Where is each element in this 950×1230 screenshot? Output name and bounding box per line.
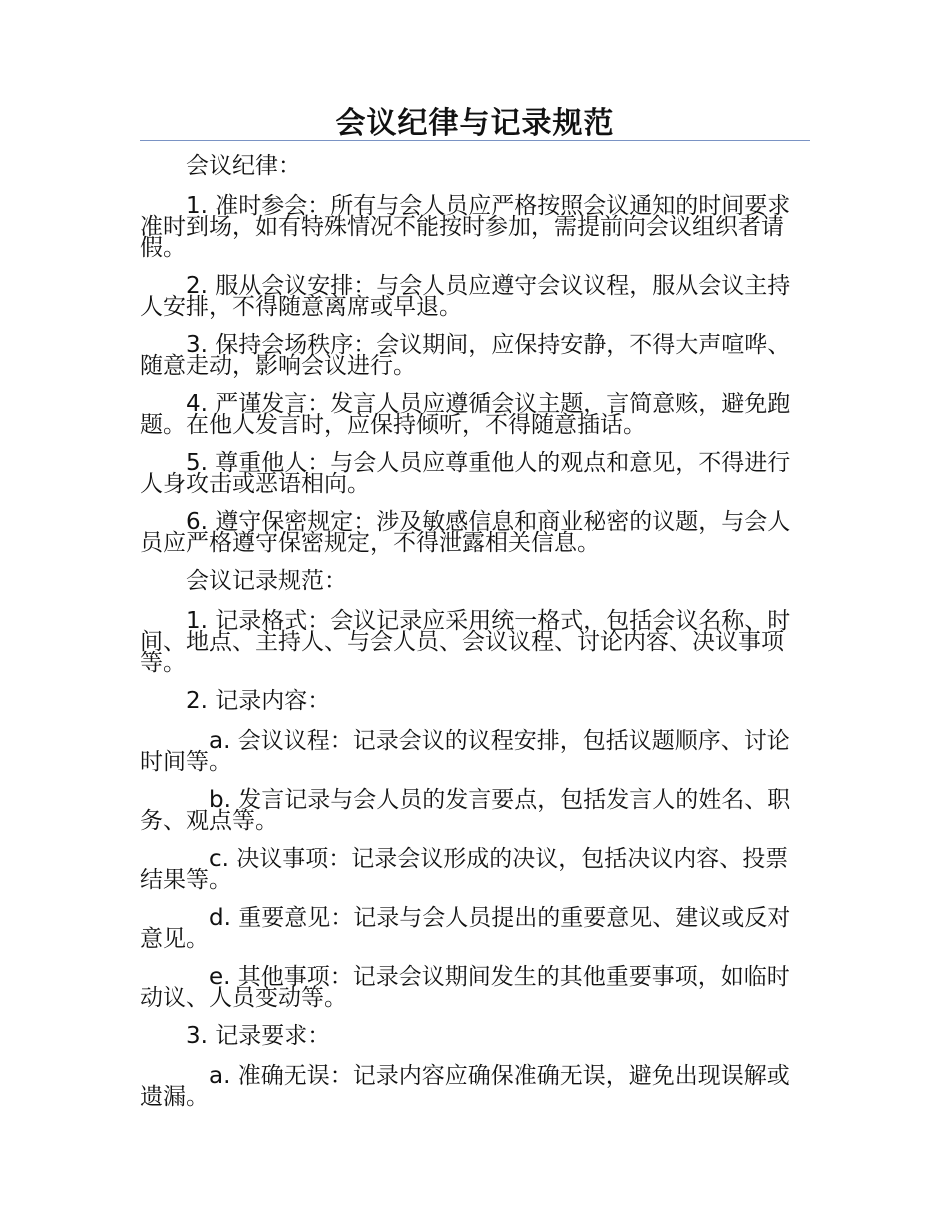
records-subitem-agenda: a. 会议议程：记录会议的议程安排，包括议题顺序、讨论时间等。 (140, 728, 790, 775)
discipline-item-6: 6. 遵守保密规定：涉及敏感信息和商业秘密的议题，与会人员应严格遵守保密规定，不得泄露相关信息。 (140, 509, 791, 556)
records-subitem-speeches: b. 发言记录与会人员的发言要点，包括发言人的姓名、职务、观点等。 (140, 787, 791, 834)
records-subitem-opinions: d. 重要意见：记录与会人员提出的重要意见、建议或反对意见。 (140, 905, 791, 952)
records-subitem-resolutions: c. 决议事项：记录会议形成的决议，包括决议内容、投票结果等。 (140, 846, 789, 893)
records-item-content-heading: 2. 记录内容： (186, 688, 331, 714)
discipline-item-5: 5. 尊重他人：与会人员应尊重他人的观点和意见，不得进行人身攻击或恶语相向。 (140, 450, 791, 497)
document-title: 会议纪律与记录规范 (335, 106, 615, 141)
section-heading-discipline: 会议纪律： (186, 153, 301, 179)
section-heading-records: 会议记录规范： (186, 568, 347, 594)
records-item-requirements-heading: 3. 记录要求： (186, 1023, 331, 1049)
discipline-item-3: 3. 保持会场秩序：会议期间，应保持安静，不得大声喧哗、随意走动，影响会议进行。 (140, 332, 791, 379)
discipline-item-4: 4. 严谨发言：发言人员应遵循会议主题，言简意赅，避免跑题。在他人发言时，应保持倾听，不得随意插话。 (140, 391, 791, 438)
document-body (140, 153, 810, 1125)
discipline-item-1: 1. 准时参会：所有与会人员应严格按照会议通知的时间要求准时到场，如有特殊情况不能按时参加，需提前向会议组织者请假。 (140, 193, 791, 261)
records-subitem-other: e. 其他事项：记录会议期间发生的其他重要事项，如临时动议、人员变动等。 (140, 964, 790, 1011)
title-underline (140, 140, 810, 141)
records-subitem-accuracy: a. 准确无误：记录内容应确保准确无误，避免出现误解或遗漏。 (140, 1063, 790, 1110)
records-item-format: 1. 记录格式：会议记录应采用统一格式，包括会议名称、时间、地点、主持人、与会人员、会议议程、讨论内容、决议事项等。 (140, 608, 791, 676)
discipline-item-2: 2. 服从会议安排：与会人员应遵守会议议程，服从会议主持人安排，不得随意离席或早退。 (140, 273, 791, 320)
